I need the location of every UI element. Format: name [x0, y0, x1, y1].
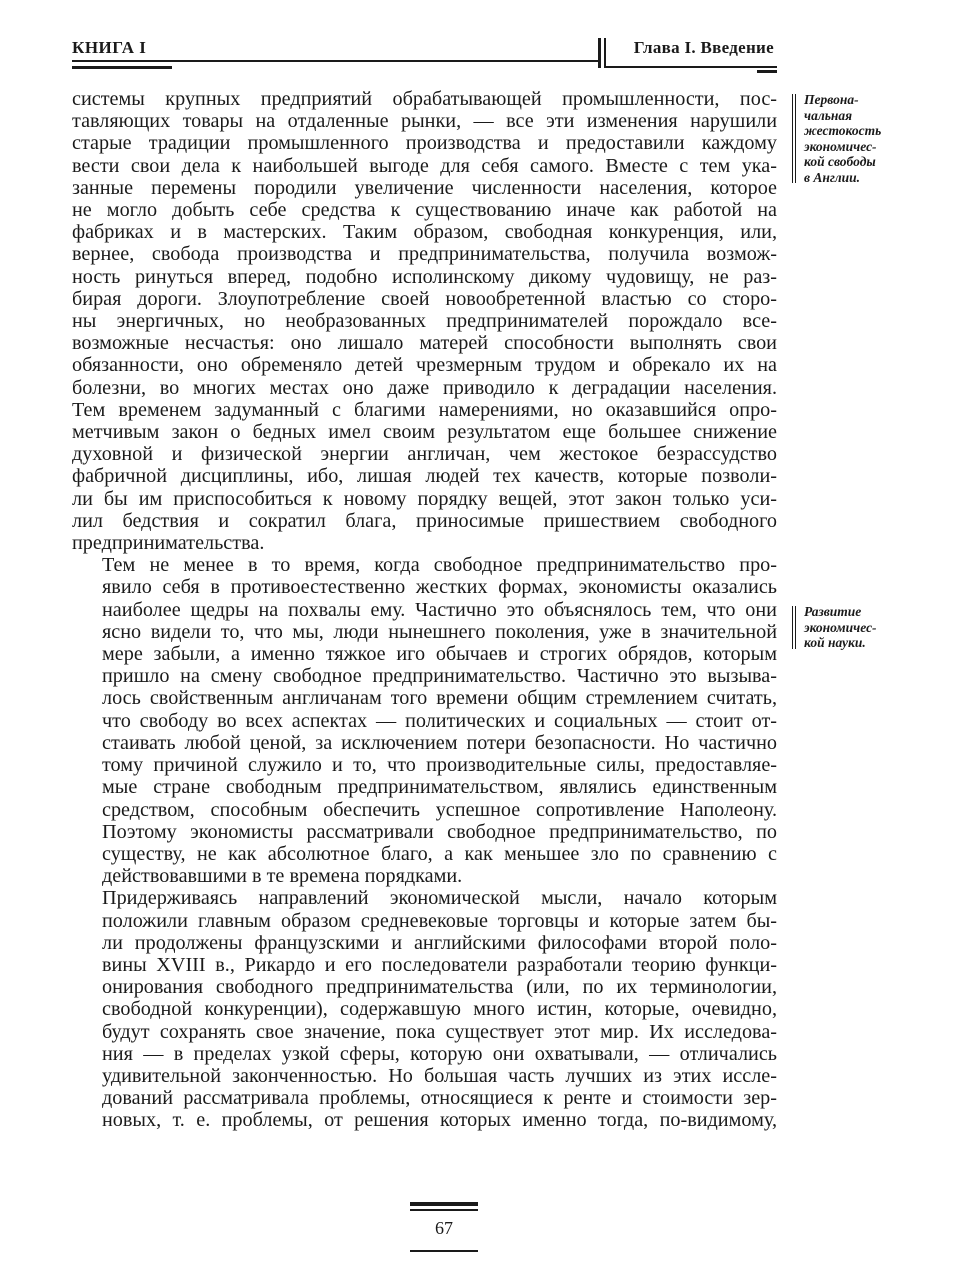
text-line: Поэтому экономисты рассматривали свободное предпринимательство, по — [102, 820, 777, 843]
text-line: тавляющих товары на отдаленные рынки, — все эти изменения нарушили — [72, 110, 777, 133]
text-line: пришло на смену свободное предпринимательство. Частично это вызыва- — [102, 665, 777, 688]
text-line: положили главным образом средневековые торговцы и которые затем бы- — [102, 909, 777, 932]
text-line: Тем не менее в то время, когда свободное предпринимательство про- — [102, 554, 777, 577]
text-line: фабриках и в мастерских. Таким образом, свободная конкуренция, или, — [72, 221, 777, 244]
text-line: ность ринуться вперед, подобно исполинскому дикому чудовищу, не раз- — [72, 265, 777, 288]
text-line: ли бы им приспособиться к новому порядку вещей, этот закон только уси- — [72, 487, 777, 510]
text-line: существу, не как абсолютное благо, а как меньшее зло по сравнению с — [102, 842, 777, 865]
text-line: Тем временем задуманный с благими намерениями, но оказавшийся опро- — [72, 398, 777, 421]
text-line: духовной и физической энергии англичан, чем жестокое безрассудство — [72, 443, 777, 466]
text-line: ния — в пределах узкой сферы, которую они охватывали, — отличались — [102, 1042, 777, 1065]
text-line: Придерживаясь направлений экономической мысли, начало которым — [102, 887, 777, 910]
text-line: мере забыли, а именно тяжкое иго обычаев и строгих обрядов, которым — [102, 643, 777, 666]
text-line: вести свои дела к наибольшей выгоде для себя самого. Вместе с тем ука- — [72, 154, 777, 177]
margin-note — [798, 604, 924, 651]
page-number: 67 — [435, 1218, 453, 1238]
running-head-book: КНИГА I — [72, 38, 147, 57]
text-line: обязанности, оно обременяло детей чрезмерным трудом и обрекало их на — [72, 354, 777, 377]
margin-note-bar — [792, 94, 796, 183]
margin-note-bar — [792, 606, 796, 649]
text-line: средством, способным обеспечить успешное сопротивление Наполеону. — [102, 798, 777, 821]
text-line: тому причиной служило и то, что производительные силы, предоставляе- — [102, 754, 777, 777]
margin-note-text: Развитие экономичес- кой науки. — [804, 604, 877, 650]
text-line: метчивым закон о бедных имел своим результатом еще большее снижение — [72, 421, 777, 444]
text-line: лось свойственным англичанам того времени общим стремлением считать, — [102, 687, 777, 710]
text-line: онирования свободного предпринимательства (или, по их терминологии, — [102, 976, 777, 999]
header-rule-right — [605, 66, 777, 68]
margin-note — [798, 92, 924, 185]
header-rule — [72, 60, 598, 62]
text-line: вины XVIII в., Рикардо и его последователи разработали теорию функци- — [102, 953, 777, 976]
text-line: фабричной дисциплины, ибо, лишая людей тех качеств, которые позволи- — [72, 465, 777, 488]
footer-rule-top — [410, 1202, 478, 1206]
text-line: болезни, во многих местах оно даже приводило к деградации населения. — [72, 376, 777, 399]
paragraph — [72, 88, 777, 554]
header-rule-accent — [72, 66, 172, 69]
text-line: занные перемены породили увеличение численности населения, которое — [72, 176, 777, 199]
text-line: что свободу во всех аспектах — политических и социальных — стоит от- — [102, 709, 777, 732]
text-line: возможные несчастья: оно лишало матерей способности выполнять свои — [72, 332, 777, 355]
text-line: вернее, свобода производства и предпринимательства, получила возмож- — [72, 243, 777, 266]
text-line: удивительной законченностью. Но большая часть лучших из этих иссле- — [102, 1064, 777, 1087]
footer-rule-top-thin — [410, 1209, 478, 1211]
text-line: свободной конкуренции), содержавшую много истин, которые, очевидно, — [102, 998, 777, 1021]
header-rule-right-accent — [757, 70, 777, 73]
text-line: действовавшими в те времена порядками. — [102, 865, 463, 888]
text-line: ли продолжены французскими и английскими философами второй поло- — [102, 931, 777, 954]
body-text — [72, 88, 777, 1132]
paragraph — [72, 554, 777, 887]
text-line: явило себя в противоестественно жестких формах, экономисты оказались — [102, 576, 777, 599]
text-line: мые стране свободным предпринимательством, являлись единственным — [102, 776, 777, 799]
paragraph — [72, 887, 777, 1131]
text-line: ясно видели то, что мы, люди нынешнего поколения, уже в значительной — [102, 620, 777, 643]
header-divider-thin — [604, 38, 606, 68]
text-line: стаивать любой ценой, за исключением потери безопасности. Но частично — [102, 731, 777, 754]
footer-rule-bottom — [410, 1250, 478, 1252]
text-line: ны энергичных, но необразованных предпринимателей порождало все- — [72, 310, 777, 333]
text-line: не могло добыть себе средства к существованию иначе как работой на — [72, 199, 777, 222]
text-line: лил бедствия и сократил блага, приносимые пришествием свободного — [72, 509, 777, 532]
running-head-chapter: Глава I. Введение — [633, 38, 774, 57]
text-line: бирая дороги. Злоупотребление своей новообретенной властью со сторо- — [72, 287, 777, 310]
text-line: старые традиции промышленного производства и предоставили каждому — [72, 132, 777, 155]
text-line: будут сохранять свое значение, пока существует этот мир. Их исследова- — [102, 1020, 777, 1043]
margin-note-text: Первона- чальная жестокость экономичес- кой свободы в Англии. — [804, 92, 882, 185]
text-line: наиболее щедры на похвалы ему. Частично это объяснялось тем, что они — [102, 598, 777, 621]
header-divider — [598, 38, 601, 68]
text-line: системы крупных предприятий обрабатывающей промышленности, пос- — [72, 88, 777, 110]
text-line: дований рассматривала проблемы, относящиеся к ренте и стоимости зер- — [102, 1087, 777, 1110]
text-line: предпринимательства. — [72, 532, 265, 555]
text-line: новых, т. е. проблемы, от решения которых именно тогда, по-видимому, — [102, 1109, 777, 1132]
